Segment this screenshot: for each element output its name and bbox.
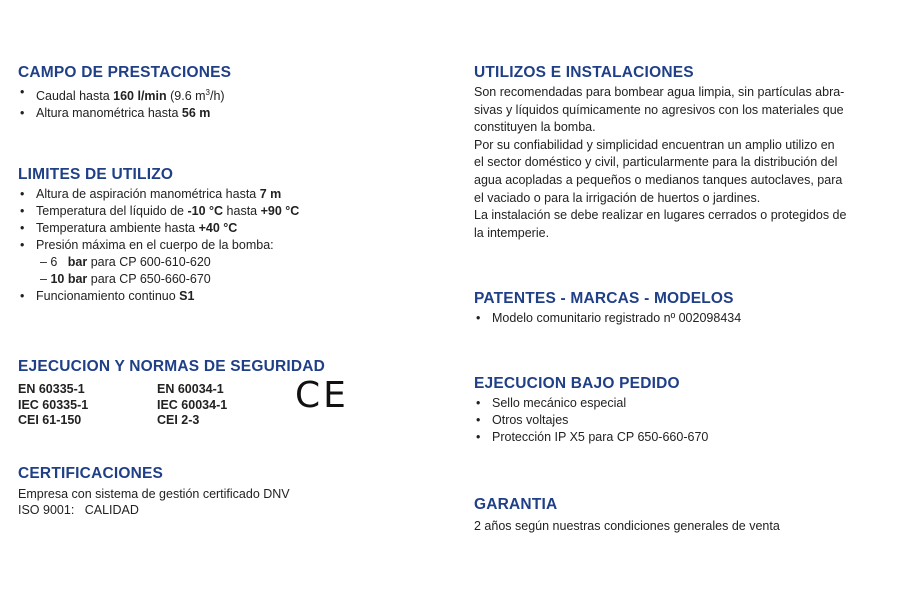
certificaciones-text — [18, 487, 290, 518]
garantia-section — [474, 496, 780, 536]
certificaciones-line-2: ISO 9001: CALIDAD — [18, 502, 139, 517]
campo-title: CAMPO DE PRESTACIONES — [18, 64, 232, 81]
presion-1-unit: bar — [67, 255, 88, 269]
utilizos-title: UTILIZOS E INSTALACIONES — [474, 64, 694, 81]
list-item-temp-ambiente — [18, 220, 299, 237]
norm-iec-60335: IEC 60335-1 — [18, 397, 89, 412]
caudal-unit: /h) — [210, 89, 225, 104]
list-item-temp-liquido — [18, 203, 299, 220]
patentes-section — [474, 290, 741, 327]
list-item-modelo: • Modelo comunitario registrado nº 002098434 — [474, 310, 741, 327]
list-item-presion-2 — [18, 271, 299, 288]
norm-cei-61-150: CEI 61-150 — [18, 413, 82, 427]
aspiracion-value: 7 m — [259, 187, 282, 201]
list-item-aspiracion — [18, 186, 299, 203]
bajo-pedido-list — [474, 395, 708, 446]
list-item: • Otros voltajes — [474, 412, 708, 429]
norms-col-2 — [157, 382, 227, 429]
ejecucion-section — [18, 358, 349, 427]
norm-iec-60034: IEC 60034-1 — [157, 397, 228, 412]
utilizos-line: La instalación se debe realizar en lugares cerrados o protegidos de — [474, 208, 847, 223]
utilizos-line: agua acopladas a pequeños o medianos tanques autoclaves, para — [474, 172, 843, 187]
list-item-altura — [18, 105, 231, 122]
funcionamiento-value: S1 — [179, 289, 195, 303]
temp-liquido-max: +90 °C — [260, 204, 300, 218]
patentes-title: PATENTES - MARCAS - MODELOS — [474, 290, 734, 307]
bajo-pedido-section — [474, 375, 708, 446]
utilizos-line: el sector doméstico y civil, particularmente para la distribución del — [474, 155, 838, 170]
certificaciones-title: CERTIFICACIONES — [18, 465, 164, 482]
temp-ambiente-label: Temperatura ambiente hasta — [36, 221, 199, 235]
utilizos-line: constituyen la bomba. — [474, 120, 596, 135]
ce-mark-icon: CE — [295, 375, 349, 416]
temp-ambiente-value: +40 °C — [198, 221, 238, 235]
presion-1-value: – 6 — [40, 255, 68, 269]
temp-liquido-min: -10 °C — [187, 204, 224, 218]
altura-label: Altura manométrica hasta — [36, 106, 182, 121]
garantia-line: 2 años según nuestras condiciones generales de venta — [474, 519, 780, 533]
presion-2-value: 10 bar — [50, 272, 88, 286]
altura-value: 56 m — [181, 106, 211, 121]
temp-liquido-mid: hasta — [223, 204, 261, 218]
norm-cei-2-3: CEI 2-3 — [157, 413, 200, 427]
norms-col-1 — [18, 382, 88, 429]
utilizos-text — [474, 84, 889, 242]
utilizos-line: Son recomendadas para bombear agua limpia, sin partículas abra- — [474, 85, 845, 99]
limites-section — [18, 166, 299, 305]
presion-2-models: para CP 650-660-670 — [87, 272, 211, 286]
utilizos-line: el vaciado o para la irrigación de huertos o jardines. — [474, 190, 761, 205]
norm-en-60335: EN 60335-1 — [18, 382, 85, 396]
list-item: • Sello mecánico especial — [474, 395, 708, 412]
presion-1-models: para CP 600-610-620 — [87, 255, 211, 269]
bajo-pedido-title: EJECUCION BAJO PEDIDO — [474, 375, 680, 392]
utilizos-section — [474, 64, 889, 242]
norm-en-60034: EN 60034-1 — [157, 382, 224, 396]
list-item-presion — [18, 237, 299, 254]
garantia-title: GARANTIA — [474, 496, 558, 513]
utilizos-line: la intemperie. — [474, 225, 550, 240]
aspiracion-label: Altura de aspiración manométrica hasta — [36, 187, 260, 201]
certificaciones-line-1: Empresa con sistema de gestión certificado DNV — [18, 487, 290, 501]
limites-title: LIMITES DE UTILIZO — [18, 166, 174, 183]
caudal-superscript: 3 — [205, 88, 210, 97]
temp-liquido-label: Temperatura del líquido de — [36, 204, 188, 218]
caudal-value: 160 l/min — [113, 89, 167, 104]
funcionamiento-label: Funcionamiento continuo — [36, 289, 180, 303]
list-item-funcionamiento — [18, 288, 299, 305]
list-item-presion-1 — [18, 254, 299, 271]
garantia-text — [474, 518, 780, 536]
list-item: • Protección IP X5 para CP 650-660-670 — [474, 429, 708, 446]
limites-list — [18, 186, 299, 305]
campo-section — [18, 64, 231, 122]
caudal-label: Caudal hasta — [36, 89, 114, 104]
caudal-alt-value: (9.6 m — [166, 89, 206, 104]
presion-2-dash: – — [40, 272, 51, 286]
campo-list — [18, 84, 231, 122]
utilizos-line: Por su confiabilidad y simplicidad encuentran un amplio utilizo en — [474, 137, 835, 152]
certificaciones-section — [18, 465, 290, 518]
list-item-caudal — [18, 84, 231, 105]
utilizos-line: sivas y líquidos químicamente no agresivos con los materiales que — [474, 102, 844, 117]
patentes-list — [474, 310, 741, 327]
ejecucion-title: EJECUCION Y NORMAS DE SEGURIDAD — [18, 358, 326, 375]
presion-label: Presión máxima en el cuerpo de la bomba: — [36, 238, 274, 252]
